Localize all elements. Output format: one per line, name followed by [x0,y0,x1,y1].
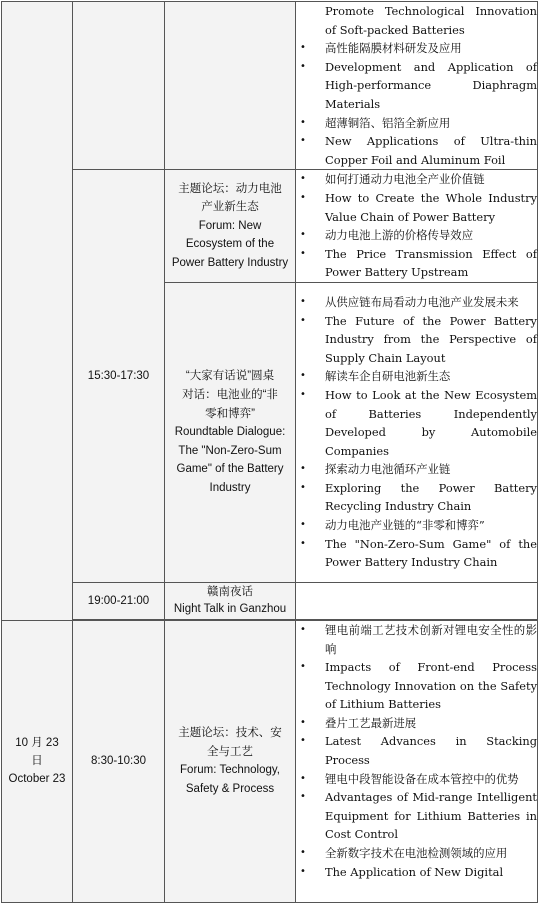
topic-bullet-item: • 超薄铜箔、铝箔全新应用 [296,114,537,133]
topic-bullet-item: • 解读车企自研电池新生态 [296,367,537,386]
topic-bullet-item: • 如何打通动力电池全产业价值链 [296,170,537,189]
topic-bullet-item: • The Future of the Power Battery Industry from the Perspective of Supply Chain Layout [296,312,537,368]
topic-bullet-item: • Development and Application of High-performance Diaphragm Materials [296,58,537,114]
topic-bullet-item: • 动力电池上游的价格传导效应 [296,226,537,245]
session-time: 15:30-17:30 [73,170,165,583]
topic-bullet-item: • The "Non-Zero-Sum Game" of the Power Battery Industry Chain [296,535,537,572]
topic-bullet-item: • 全新数字技术在电池检测领域的应用 [296,844,537,863]
cell-line: Night Talk in Ganzhou [173,602,287,615]
cell-line: 赣南夜话 [207,585,253,598]
topic-bullet-item: • 锂电中段智能设备在成本管控中的优势 [296,770,537,789]
cell-line: The "Non-Zero-Sum [178,444,282,457]
cell-line: 日 [31,755,43,768]
topic-bullet-item: • 高性能隔膜材料研发及应用 [296,39,537,58]
session-title [165,170,296,283]
cell-line: 10 月 23 [15,737,59,750]
topic-bullet-item: • 动力电池产业链的“非零和博弈” [296,516,537,535]
topic-bullet-item: • 叠片工艺最新进展 [296,714,537,733]
topic-bullet-list [296,293,537,572]
topic-bullet-item: • Impacts of Front-end Process Technology Innovation on the Safety of Lithium Batteries [296,658,537,714]
topic-bullet-item: • 探索动力电池循环产业链 [296,460,537,479]
cell-line: 主题论坛：动力电池 [178,182,282,195]
topics-list-cell [296,282,538,582]
topics-list-cell [296,2,538,170]
cell-line: Safety & Process [185,783,275,795]
cell-line: Roundtable Dialogue: [174,426,286,439]
topic-bullet-item: • The Price Transmission Effect of Power Battery Upstream [296,245,537,282]
session-title [165,582,296,619]
cell-line: Forum: New [198,219,262,232]
agenda-row [2,170,538,283]
session-title [165,620,296,902]
topic-bullet-item: • The Application of New Digital [296,863,537,882]
time-cell-blank [73,2,165,170]
cell-line: Game" of the Battery [176,463,284,476]
cell-line: 产业新生态 [201,201,259,214]
agenda-row [2,582,538,619]
topic-bullet-item: • Latest Advances in Stacking Process [296,732,537,769]
agenda-table [1,1,538,903]
cell-line: Ecosystem of the [185,238,275,251]
topic-bullet-item: • How to Look at the New Ecosystem of Batteries Independently Developed by Automobile Companies [296,386,537,460]
cell-line: 零和博弈” [205,407,255,420]
session-time: 19:00-21:00 [73,582,165,619]
date-cell-blank [2,2,73,621]
agenda-row [2,2,538,170]
session-title [165,282,296,582]
topic-bullet-list [296,170,537,282]
topic-cell-blank [165,2,296,170]
topic-bullet-list [296,621,537,881]
cell-line: Power Battery Industry [171,257,289,270]
session-time: 8:30-10:30 [73,620,165,902]
topics-list-cell [296,170,538,283]
topic-bullet-item: • 锂电前端工艺技术创新对锂电安全性的影响 [296,621,537,658]
topic-bullet-item: • New Applications of Ultra-thin Copper Foil and Aluminum Foil [296,132,537,169]
cell-line: 主题论坛：技术、安 [178,727,282,740]
cell-line: 对话：电池业的“非 [182,388,278,401]
cell-line: Industry [209,481,251,494]
topic-bullet-item: • How to Create the Whole Industry Value Chain of Power Battery [296,189,537,226]
topic-bullet-list [296,2,537,169]
cell-line: 全与工艺 [207,745,253,758]
topics-list-cell-empty [296,582,538,619]
topic-bullet-item: Promote Technological Innovation of Soft-packed Batteries [325,4,537,37]
topic-bullet-item: • 从供应链布局看动力电池产业发展未来 [296,293,537,312]
topics-list-cell [296,620,538,902]
cell-line: October 23 [8,773,66,786]
cell-line: Forum: Technology, [180,764,280,777]
cell-line: “大家有话说”圆桌 [185,370,275,383]
agenda-row [2,620,538,902]
session-date [2,620,73,902]
topic-bullet-item: • Exploring the Power Battery Recycling Industry Chain [296,479,537,516]
topic-bullet-item: • Advantages of Mid-range Intelligent Equipment for Lithium Batteries in Cost Control [296,788,537,844]
